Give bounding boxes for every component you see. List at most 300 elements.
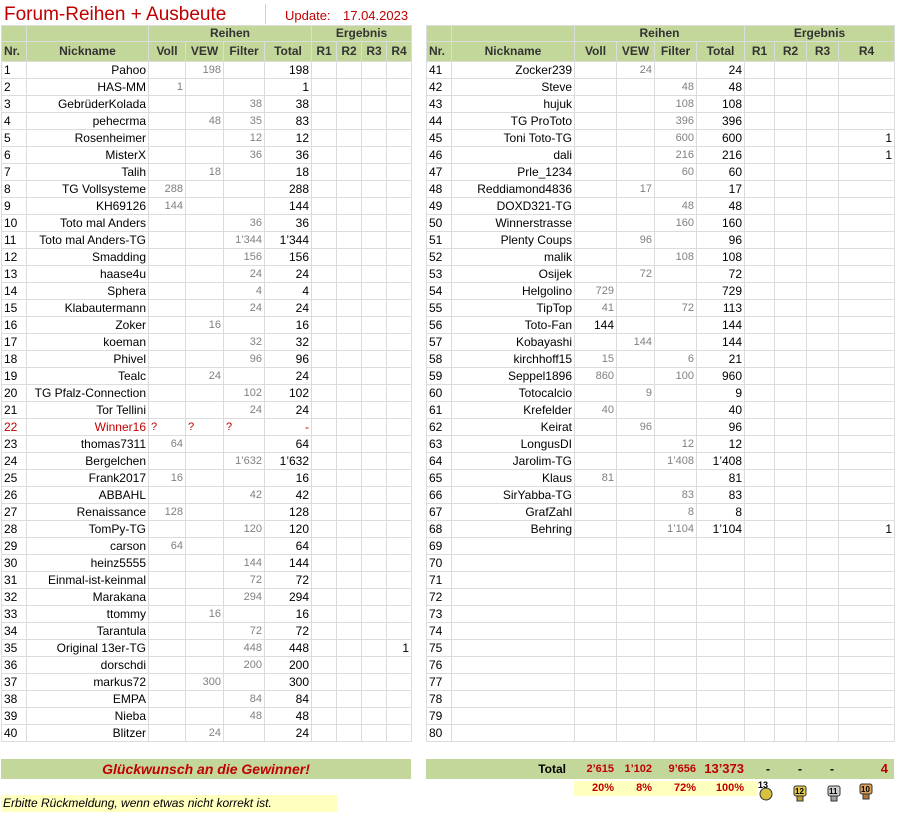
r2-cell bbox=[337, 198, 362, 215]
r4-cell bbox=[387, 555, 412, 572]
r4-cell bbox=[839, 215, 895, 232]
filter-cell bbox=[655, 691, 697, 708]
totals-row bbox=[426, 759, 894, 779]
r2-cell bbox=[775, 725, 807, 742]
r1-cell bbox=[745, 283, 775, 300]
r4-cell bbox=[387, 249, 412, 266]
total-cell: 102 bbox=[265, 385, 312, 402]
filter-cell bbox=[655, 538, 697, 555]
table-row bbox=[2, 555, 412, 572]
r3-cell bbox=[362, 708, 387, 725]
voll-cell: 64 bbox=[149, 538, 186, 555]
table-row bbox=[427, 368, 895, 385]
r3-cell bbox=[362, 351, 387, 368]
feedback-note: Erbitte Rückmeldung, wenn etwas nicht korrekt ist. bbox=[1, 795, 337, 812]
row-number: 79 bbox=[427, 708, 452, 725]
filter-cell bbox=[655, 402, 697, 419]
r3-cell bbox=[362, 504, 387, 521]
r1-cell bbox=[312, 368, 337, 385]
voll-cell bbox=[575, 385, 617, 402]
r3-cell bbox=[362, 640, 387, 657]
table-row bbox=[2, 351, 412, 368]
r3-cell bbox=[807, 266, 839, 283]
r2-cell bbox=[775, 79, 807, 96]
r4-cell: 1 bbox=[387, 640, 412, 657]
filter-cell: 72 bbox=[224, 623, 265, 640]
r1-cell bbox=[312, 130, 337, 147]
row-number: 15 bbox=[2, 300, 27, 317]
13er-trophy-icon bbox=[755, 780, 777, 802]
filter-cell: 6 bbox=[655, 351, 697, 368]
row-number: 30 bbox=[2, 555, 27, 572]
row-number: 80 bbox=[427, 725, 452, 742]
r3-cell bbox=[362, 249, 387, 266]
filter-cell bbox=[655, 266, 697, 283]
row-number: 76 bbox=[427, 657, 452, 674]
total-cell: 72 bbox=[265, 572, 312, 589]
r2-cell bbox=[775, 147, 807, 164]
filter-cell: 84 bbox=[224, 691, 265, 708]
r4-cell bbox=[387, 300, 412, 317]
total-cell: 64 bbox=[265, 436, 312, 453]
r1-cell bbox=[312, 147, 337, 164]
voll-cell: 144 bbox=[149, 198, 186, 215]
table-row bbox=[427, 300, 895, 317]
voll-cell bbox=[149, 368, 186, 385]
nickname-cell bbox=[452, 538, 575, 555]
voll-cell: 81 bbox=[575, 470, 617, 487]
r1-cell bbox=[312, 283, 337, 300]
r1-cell bbox=[312, 334, 337, 351]
vew-cell: 17 bbox=[617, 181, 655, 198]
r4-cell bbox=[839, 368, 895, 385]
r3-cell bbox=[362, 232, 387, 249]
vew-cell bbox=[617, 79, 655, 96]
r3-cell bbox=[807, 674, 839, 691]
r4-cell bbox=[387, 470, 412, 487]
nickname-cell: Osijek bbox=[452, 266, 575, 283]
table-row bbox=[427, 674, 895, 691]
r3-cell bbox=[807, 96, 839, 113]
r1-cell bbox=[745, 164, 775, 181]
r1-cell bbox=[312, 725, 337, 742]
r2-cell bbox=[775, 572, 807, 589]
total-cell: 48 bbox=[265, 708, 312, 725]
nickname-cell: Tealc bbox=[27, 368, 149, 385]
svg-text:13: 13 bbox=[758, 780, 769, 790]
filter-cell: 156 bbox=[224, 249, 265, 266]
r4-cell bbox=[839, 419, 895, 436]
voll-cell bbox=[575, 623, 617, 640]
nickname-cell: ttommy bbox=[27, 606, 149, 623]
vew-cell bbox=[617, 691, 655, 708]
r4-cell bbox=[387, 487, 412, 504]
table-row bbox=[427, 181, 895, 198]
table-row bbox=[2, 96, 412, 113]
vew-cell bbox=[186, 555, 224, 572]
voll-cell bbox=[149, 334, 186, 351]
vew-cell bbox=[186, 402, 224, 419]
header-vew: VEW bbox=[617, 42, 655, 62]
total-r2: - bbox=[798, 762, 802, 776]
r4-cell bbox=[839, 79, 895, 96]
r2-cell bbox=[337, 283, 362, 300]
r4-cell bbox=[387, 317, 412, 334]
nickname-cell: Keirat bbox=[452, 419, 575, 436]
vew-cell bbox=[617, 436, 655, 453]
r3-cell bbox=[362, 521, 387, 538]
r2-cell bbox=[775, 368, 807, 385]
filter-cell: 120 bbox=[224, 521, 265, 538]
row-number: 72 bbox=[427, 589, 452, 606]
filter-cell bbox=[224, 164, 265, 181]
total-cell: 48 bbox=[697, 198, 745, 215]
total-cell bbox=[697, 708, 745, 725]
vew-cell bbox=[617, 674, 655, 691]
voll-cell: 128 bbox=[149, 504, 186, 521]
total-cell: 9 bbox=[697, 385, 745, 402]
total-cell: 84 bbox=[265, 691, 312, 708]
total-cell: 96 bbox=[697, 232, 745, 249]
nickname-cell: DOXD321-TG bbox=[452, 198, 575, 215]
total-cell: 24 bbox=[697, 62, 745, 79]
nickname-cell: malik bbox=[452, 249, 575, 266]
table-row bbox=[2, 181, 412, 198]
voll-cell bbox=[149, 521, 186, 538]
nickname-cell: Toto mal Anders bbox=[27, 215, 149, 232]
total-cell: 396 bbox=[697, 113, 745, 130]
vew-cell bbox=[186, 436, 224, 453]
vew-cell bbox=[617, 164, 655, 181]
r1-cell bbox=[745, 368, 775, 385]
header-nickname: Nickname bbox=[27, 42, 149, 62]
nickname-cell: Jarolim-TG bbox=[452, 453, 575, 470]
table-row bbox=[2, 62, 412, 79]
r1-cell bbox=[745, 62, 775, 79]
row-number: 64 bbox=[427, 453, 452, 470]
voll-cell bbox=[149, 215, 186, 232]
r2-cell bbox=[775, 521, 807, 538]
r3-cell bbox=[362, 198, 387, 215]
r1-cell bbox=[312, 215, 337, 232]
r3-cell bbox=[807, 300, 839, 317]
filter-cell bbox=[655, 334, 697, 351]
r4-cell bbox=[387, 657, 412, 674]
filter-cell bbox=[224, 79, 265, 96]
voll-cell bbox=[575, 708, 617, 725]
table-row bbox=[2, 538, 412, 555]
r3-cell bbox=[807, 215, 839, 232]
nickname-cell bbox=[452, 606, 575, 623]
vew-cell bbox=[617, 521, 655, 538]
total-r4: 4 bbox=[880, 761, 888, 776]
row-number: 2 bbox=[2, 79, 27, 96]
r2-cell bbox=[337, 368, 362, 385]
row-number: 75 bbox=[427, 640, 452, 657]
vew-cell bbox=[186, 249, 224, 266]
table-row bbox=[427, 198, 895, 215]
row-number: 42 bbox=[427, 79, 452, 96]
row-number: 14 bbox=[2, 283, 27, 300]
vew-cell: 18 bbox=[186, 164, 224, 181]
r1-cell bbox=[745, 487, 775, 504]
filter-cell: 102 bbox=[224, 385, 265, 402]
r3-cell bbox=[362, 62, 387, 79]
r4-cell bbox=[839, 487, 895, 504]
table-row bbox=[2, 453, 412, 470]
voll-cell bbox=[575, 640, 617, 657]
r1-cell bbox=[745, 453, 775, 470]
table-row bbox=[427, 470, 895, 487]
filter-cell bbox=[655, 725, 697, 742]
r4-cell bbox=[839, 657, 895, 674]
vew-cell bbox=[186, 130, 224, 147]
filter-cell: 8 bbox=[655, 504, 697, 521]
r1-cell bbox=[745, 130, 775, 147]
nickname-cell: pehecrma bbox=[27, 113, 149, 130]
filter-cell bbox=[655, 62, 697, 79]
r4-cell bbox=[387, 198, 412, 215]
r2-cell bbox=[337, 674, 362, 691]
r1-cell bbox=[745, 708, 775, 725]
r4-cell bbox=[387, 79, 412, 96]
r3-cell bbox=[807, 334, 839, 351]
vew-cell bbox=[186, 79, 224, 96]
nickname-cell: Tarantula bbox=[27, 623, 149, 640]
r4-cell bbox=[387, 453, 412, 470]
total-cell: 294 bbox=[265, 589, 312, 606]
voll-cell bbox=[149, 232, 186, 249]
row-number: 61 bbox=[427, 402, 452, 419]
voll-cell bbox=[149, 589, 186, 606]
r2-cell bbox=[775, 300, 807, 317]
nickname-cell: Seppel1896 bbox=[452, 368, 575, 385]
row-number: 51 bbox=[427, 232, 452, 249]
row-number: 21 bbox=[2, 402, 27, 419]
table-row bbox=[2, 79, 412, 96]
r2-cell bbox=[775, 708, 807, 725]
table-row bbox=[2, 215, 412, 232]
total-cell: 16 bbox=[265, 470, 312, 487]
r1-cell bbox=[745, 538, 775, 555]
r3-cell bbox=[807, 708, 839, 725]
r4-cell bbox=[387, 402, 412, 419]
table-row bbox=[2, 198, 412, 215]
r4-cell bbox=[387, 504, 412, 521]
vew-cell bbox=[617, 249, 655, 266]
voll-cell bbox=[149, 130, 186, 147]
vew-cell bbox=[617, 351, 655, 368]
total-vew: 1’102 bbox=[624, 763, 652, 775]
table-row bbox=[427, 725, 895, 742]
vew-cell bbox=[617, 402, 655, 419]
table-row bbox=[2, 266, 412, 283]
row-number: 19 bbox=[2, 368, 27, 385]
vew-cell bbox=[617, 317, 655, 334]
r3-cell bbox=[807, 198, 839, 215]
r1-cell bbox=[312, 674, 337, 691]
r3-cell bbox=[362, 317, 387, 334]
r2-cell bbox=[337, 606, 362, 623]
vew-cell bbox=[186, 504, 224, 521]
filter-cell: 160 bbox=[655, 215, 697, 232]
table-row bbox=[2, 657, 412, 674]
r1-cell bbox=[745, 640, 775, 657]
nickname-cell: Original 13er-TG bbox=[27, 640, 149, 657]
table-row bbox=[427, 351, 895, 368]
vew-cell: 9 bbox=[617, 385, 655, 402]
voll-cell bbox=[575, 62, 617, 79]
row-number: 62 bbox=[427, 419, 452, 436]
r2-cell bbox=[775, 453, 807, 470]
table-row bbox=[427, 62, 895, 79]
nickname-cell: kirchhoff15 bbox=[452, 351, 575, 368]
row-number: 43 bbox=[427, 96, 452, 113]
table-row bbox=[2, 147, 412, 164]
row-number: 20 bbox=[2, 385, 27, 402]
congratulations-banner: Glückwunsch an die Gewinner! bbox=[1, 759, 411, 779]
table-row bbox=[427, 589, 895, 606]
11er-trophy-icon bbox=[823, 782, 845, 804]
filter-cell: 36 bbox=[224, 215, 265, 232]
total-cell: 300 bbox=[265, 674, 312, 691]
vew-cell bbox=[186, 640, 224, 657]
filter-cell bbox=[224, 62, 265, 79]
row-number: 55 bbox=[427, 300, 452, 317]
table-row bbox=[427, 147, 895, 164]
total-cell bbox=[697, 691, 745, 708]
svg-text:10: 10 bbox=[861, 785, 870, 794]
r3-cell bbox=[807, 164, 839, 181]
r2-cell bbox=[775, 504, 807, 521]
row-number: 44 bbox=[427, 113, 452, 130]
filter-cell: 1’104 bbox=[655, 521, 697, 538]
voll-cell bbox=[575, 147, 617, 164]
nickname-cell: Blitzer bbox=[27, 725, 149, 742]
voll-cell bbox=[149, 351, 186, 368]
nickname-cell: Phivel bbox=[27, 351, 149, 368]
r2-cell bbox=[337, 470, 362, 487]
table-row bbox=[2, 334, 412, 351]
voll-cell bbox=[149, 113, 186, 130]
r1-cell bbox=[745, 334, 775, 351]
r4-cell bbox=[387, 606, 412, 623]
r2-cell bbox=[337, 623, 362, 640]
vew-cell bbox=[186, 470, 224, 487]
table-row bbox=[427, 640, 895, 657]
filter-cell: 1’632 bbox=[224, 453, 265, 470]
row-number: 41 bbox=[427, 62, 452, 79]
total-cell: 160 bbox=[697, 215, 745, 232]
voll-cell: 144 bbox=[575, 317, 617, 334]
row-number: 77 bbox=[427, 674, 452, 691]
nickname-cell: Klabautermann bbox=[27, 300, 149, 317]
table-row bbox=[2, 708, 412, 725]
r4-cell bbox=[387, 164, 412, 181]
filter-cell: 1’344 bbox=[224, 232, 265, 249]
table-row bbox=[2, 368, 412, 385]
table-row bbox=[427, 113, 895, 130]
r3-cell bbox=[807, 351, 839, 368]
row-number: 48 bbox=[427, 181, 452, 198]
r4-cell bbox=[387, 521, 412, 538]
table-row bbox=[2, 589, 412, 606]
r2-cell bbox=[775, 623, 807, 640]
r1-cell bbox=[745, 385, 775, 402]
header-spacer bbox=[452, 26, 575, 42]
table-row bbox=[427, 436, 895, 453]
nickname-cell: hujuk bbox=[452, 96, 575, 113]
vew-cell: 16 bbox=[186, 317, 224, 334]
filter-cell bbox=[224, 470, 265, 487]
filter-cell: 72 bbox=[655, 300, 697, 317]
r2-cell bbox=[337, 351, 362, 368]
vew-cell bbox=[186, 351, 224, 368]
r4-cell bbox=[387, 130, 412, 147]
row-number: 34 bbox=[2, 623, 27, 640]
r4-cell bbox=[839, 385, 895, 402]
vew-cell bbox=[186, 487, 224, 504]
total-cell: 16 bbox=[265, 317, 312, 334]
r1-cell bbox=[312, 572, 337, 589]
header-nr: Nr. bbox=[2, 42, 27, 62]
nickname-cell: Winner16 bbox=[27, 419, 149, 436]
voll-cell bbox=[575, 538, 617, 555]
table-row bbox=[2, 691, 412, 708]
voll-cell bbox=[149, 266, 186, 283]
vew-cell: 16 bbox=[186, 606, 224, 623]
total-cell: 960 bbox=[697, 368, 745, 385]
nickname-cell: Pahoo bbox=[27, 62, 149, 79]
r3-cell bbox=[807, 385, 839, 402]
r3-cell bbox=[807, 572, 839, 589]
r2-cell bbox=[775, 215, 807, 232]
total-cell bbox=[697, 640, 745, 657]
filter-cell bbox=[224, 368, 265, 385]
total-cell: 96 bbox=[265, 351, 312, 368]
r1-cell bbox=[312, 657, 337, 674]
r2-cell bbox=[775, 232, 807, 249]
voll-cell bbox=[575, 232, 617, 249]
table-row bbox=[2, 300, 412, 317]
table-row bbox=[2, 674, 412, 691]
filter-cell: 36 bbox=[224, 147, 265, 164]
filter-cell bbox=[655, 385, 697, 402]
r2-cell bbox=[337, 266, 362, 283]
row-number: 6 bbox=[2, 147, 27, 164]
r4-cell bbox=[839, 300, 895, 317]
table-row bbox=[2, 487, 412, 504]
row-number: 60 bbox=[427, 385, 452, 402]
voll-cell bbox=[149, 623, 186, 640]
nickname-cell: Toni Toto-TG bbox=[452, 130, 575, 147]
r3-cell bbox=[807, 606, 839, 623]
r4-cell bbox=[839, 674, 895, 691]
r2-cell bbox=[775, 249, 807, 266]
r2-cell bbox=[775, 351, 807, 368]
r4-cell bbox=[839, 708, 895, 725]
10er-trophy-icon bbox=[855, 780, 877, 802]
filter-cell: 83 bbox=[655, 487, 697, 504]
voll-cell bbox=[575, 589, 617, 606]
row-number: 56 bbox=[427, 317, 452, 334]
r2-cell bbox=[337, 130, 362, 147]
total-cell: 4 bbox=[265, 283, 312, 300]
r1-cell bbox=[745, 589, 775, 606]
vew-cell bbox=[617, 640, 655, 657]
r4-cell bbox=[387, 589, 412, 606]
header-voll: Voll bbox=[575, 42, 617, 62]
